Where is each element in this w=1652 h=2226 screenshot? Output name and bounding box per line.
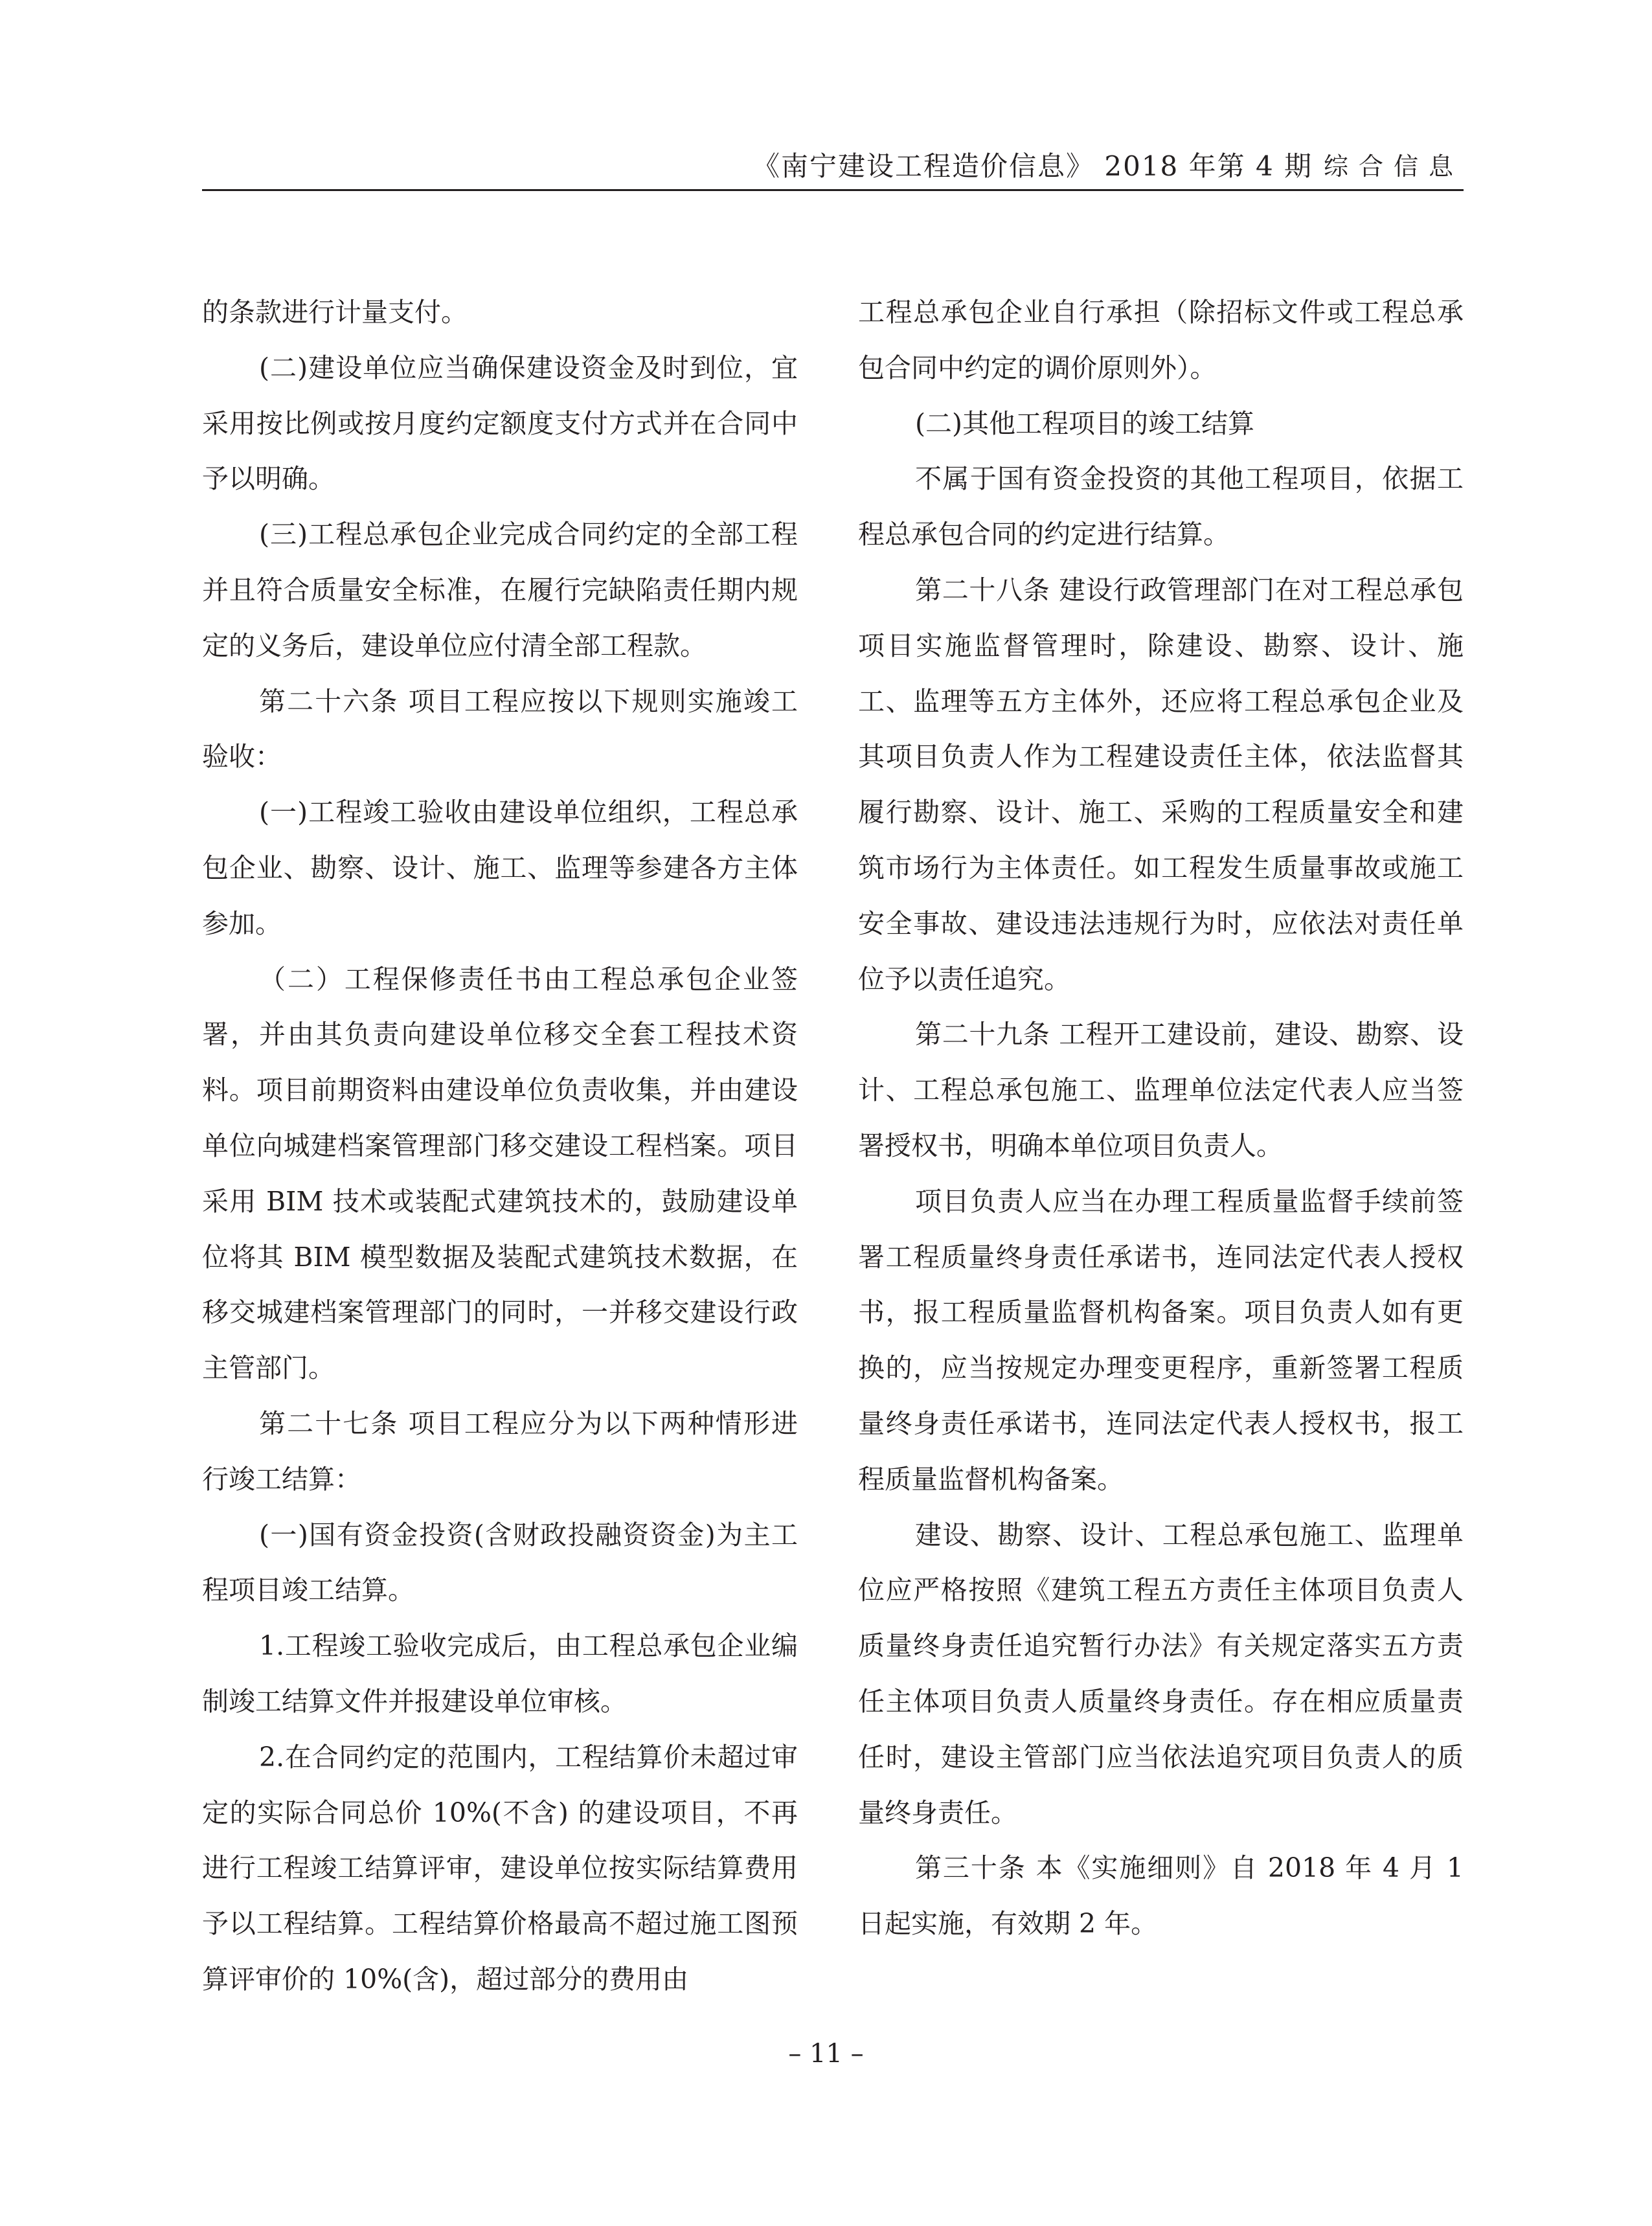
paragraph: 第二十九条 工程开工建设前，建设、勘察、设计、工程总承包施工、监理单位法定代表人应当签署授权书，明确本单位项目负责人。 [858, 1019, 1464, 1161]
paragraph: (二)其他工程项目的竣工结算 [915, 407, 1254, 439]
paragraph: (二)建设单位应当确保建设资金及时到位，宜采用按比例或按月度约定额度支付方式并在合同中予以明确。 [202, 352, 798, 495]
header-rule [202, 189, 1464, 191]
paragraph: 第二十六条 项目工程应按以下规则实施竣工验收： [202, 685, 798, 773]
section-label: 综合信息 [1323, 152, 1464, 181]
paragraph: (三)工程总承包企业完成合同约定的全部工程并且符合质量安全标准，在履行完缺陷责任期内规定的义务后，建设单位应付清全部工程款。 [202, 519, 798, 661]
page-number: – 11 – [788, 2039, 864, 2069]
paragraph: 不属于国有资金投资的其他工程项目，依据工程总承包合同的约定进行结算。 [858, 463, 1464, 551]
paragraph: 第二十八条 建设行政管理部门在对工程总承包项目实施监督管理时，除建设、勘察、设计、施工、监理等五方主体外，还应将工程总承包企业及其项目负责人作为工程建设责任主体，依法监督其履行勘察、设计、施工、采购的工程质量安全和建筑市场行为主体责任。如工程发生质量事故或施工安全事故、建设违法违规行为时，应依法对责任单位予以责任追究。 [858, 574, 1464, 995]
paragraph: 1.工程竣工验收完成后，由工程总承包企业编制竣工结算文件并报建设单位审核。 [202, 1630, 798, 1717]
paragraph: 第二十七条 项目工程应分为以下两种情形进行竣工结算： [202, 1407, 798, 1495]
paragraph: (一)工程竣工验收由建设单位组织，工程总承包企业、勘察、设计、施工、监理等参建各方主体参加。 [202, 797, 798, 939]
paragraph: 建设、勘察、设计、工程总承包施工、监理单位应严格按照《建筑工程五方责任主体项目负责人质量终身责任追究暂行办法》有关规定落实五方责任主体项目负责人质量终身责任。存在相应质量责任时，建设主管部门应当依法追究项目负责人的质量终身责任。 [858, 1519, 1464, 1828]
paragraph: (一)国有资金投资(含财政投融资资金)为主工程项目竣工结算。 [202, 1519, 798, 1606]
paragraph: 第三十条 本《实施细则》自 2018 年 4 月 1 日起实施，有效期 2 年。 [858, 1852, 1464, 1940]
paragraph: 项目负责人应当在办理工程质量监督手续前签署工程质量终身责任承诺书，连同法定代表人授权书，报工程质量监督机构备案。项目负责人如有更换的，应当按规定办理变更程序，重新签署工程质量终身责任承诺书，连同法定代表人授权书，报工程质量监督机构备案。 [858, 1185, 1464, 1495]
paragraph: 工程总承包企业自行承担（除招标文件或工程总承包合同中约定的调价原则外）。 [858, 297, 1464, 383]
journal-title: 《南宁建设工程造价信息》 2018 年第 4 期 [752, 150, 1313, 182]
right-column [858, 285, 1464, 1952]
running-header [202, 144, 1464, 189]
left-column [202, 285, 798, 2008]
paragraph: 2.在合同约定的范围内，工程结算价未超过审定的实际合同总价 10%(不含) 的建设项目，不再进行工程竣工结算评审，建设单位按实际结算费用予以工程结算。工程结算价格最高不超过施工图预算评审价的 10%(含)，超过部分的费用由 [202, 1741, 798, 1995]
paragraph: （二）工程保修责任书由工程总承包企业签署，并由其负责向建设单位移交全套工程技术资料。项目前期资料由建设单位负责收集，并由建设单位向城建档案管理部门移交建设工程档案。项目采用 BIM 技术或装配式建筑技术的，鼓励建设单位将其 BIM 模型数据及装配式建筑技术数据，在移交城建档案管理部门的同时，一并移交建设行政主管部门。 [202, 963, 798, 1384]
paragraph: 的条款进行计量支付。 [202, 297, 468, 328]
